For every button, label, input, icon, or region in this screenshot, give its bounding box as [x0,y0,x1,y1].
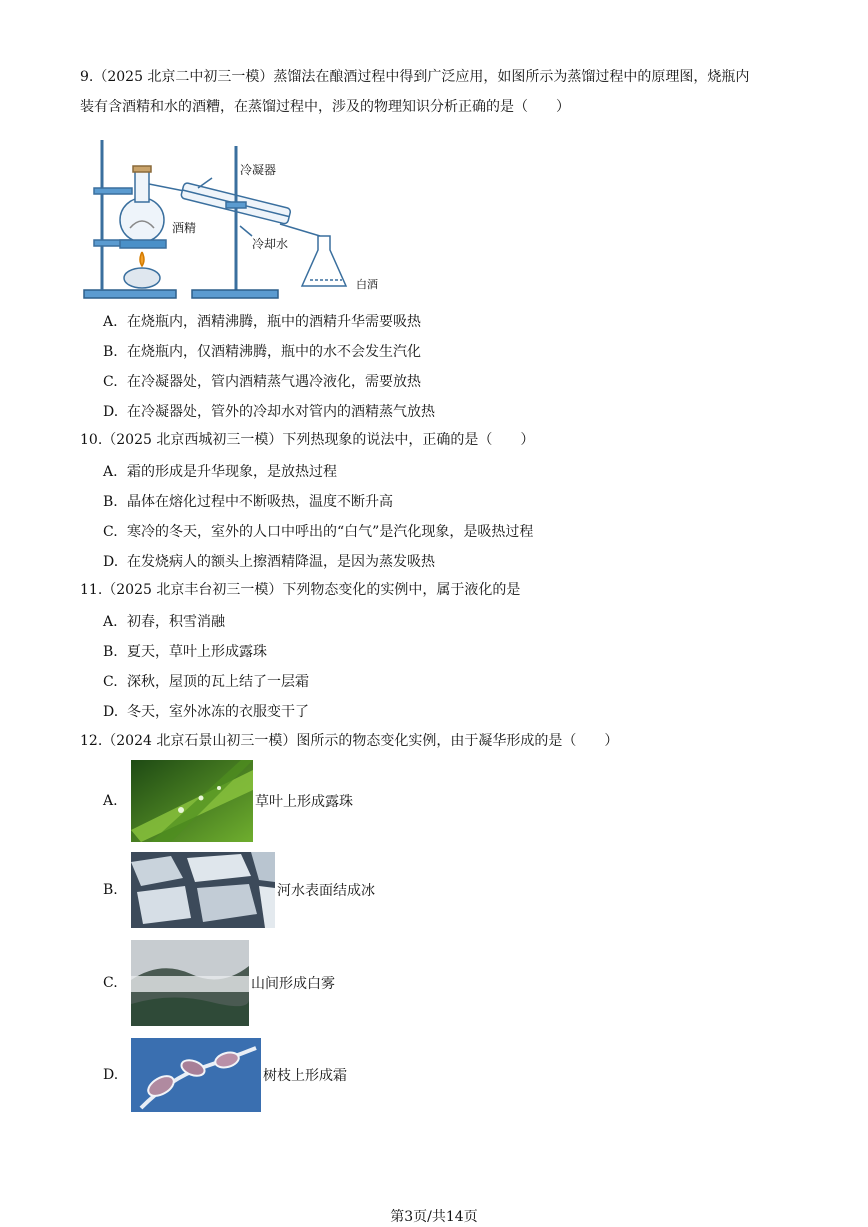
option-letter: A. [103,793,118,809]
grass-dew-photo [131,760,253,842]
option-letter: A. [103,614,118,630]
option-caption: 河水表面结成冰 [277,883,375,899]
option-caption: 山间形成白雾 [251,976,335,992]
question-9-line-2: 装有含酒精和水的酒糟，在蒸馏过程中，涉及的物理知识分析正确的是（ ） [80,99,570,115]
option-text: 晶体在熔化过程中不断吸热，温度不断升高 [127,494,393,510]
option-text: 寒冷的冬天，室外的人口中呼出的“白气”是汽化现象，是吸热过程 [127,524,534,540]
option-letter: B. [103,344,118,360]
q11-option-b[interactable] [103,642,267,662]
option-text: 深秋，屋顶的瓦上结了一层霜 [127,674,309,690]
q9-option-a[interactable] [103,312,421,332]
option-letter: D. [103,704,119,720]
question-10-stem: 10.（2025 北京西城初三一模）下列热现象的说法中，正确的是（ ） [80,432,535,448]
cooling-water-label: 冷却水 [252,237,289,251]
option-caption: 树枝上形成霜 [263,1068,347,1084]
question-9-line-1: 9.（2025 北京二中初三一模）蒸馏法在酿酒过程中得到广泛应用，如图所示为蒸馏过程中的原理图，烧瓶内 [80,69,750,85]
liquor-label: 白酒 [356,278,378,291]
option-text: 在烧瓶内，仅酒精沸腾，瓶中的水不会发生汽化 [127,344,421,360]
q11-option-c[interactable] [103,672,309,692]
option-text: 初春，积雪消融 [127,614,225,630]
option-caption: 草叶上形成露珠 [255,794,353,810]
q12-option-d[interactable] [103,1038,347,1112]
question-9-stem [80,62,792,122]
question-11-stem: 11.（2025 北京丰台初三一模）下列物态变化的实例中，属于液化的是 [80,582,521,598]
frost-branch-photo [131,1038,261,1112]
option-letter: B. [103,494,118,510]
option-letter: C. [103,374,118,390]
option-text: 在冷凝器处，管内酒精蒸气遇冷液化，需要放热 [127,374,421,390]
q11-option-a[interactable] [103,612,225,632]
mountain-fog-photo [131,940,249,1026]
option-text: 夏天，草叶上形成露珠 [127,644,267,660]
q10-option-b[interactable] [103,492,393,512]
option-letter: B. [103,882,118,898]
alcohol-label: 酒精 [172,221,197,235]
distillation-apparatus-diagram [80,140,390,302]
option-letter: C. [103,975,118,991]
option-letter: D. [103,1067,119,1083]
q12-option-a[interactable] [103,760,353,842]
option-letter: C. [103,674,118,690]
condenser-label: 冷凝器 [240,163,277,177]
page-footer: 第3页/共14页 [390,1209,478,1225]
q9-option-c[interactable] [103,372,421,392]
q10-option-a[interactable] [103,462,337,482]
q10-option-d[interactable] [103,552,435,572]
q9-option-d[interactable] [103,402,435,422]
q9-option-b[interactable] [103,342,421,362]
river-ice-photo [131,852,275,928]
option-text: 在发烧病人的额头上擦酒精降温，是因为蒸发吸热 [127,554,435,570]
option-letter: A. [103,314,118,330]
q11-option-d[interactable] [103,702,309,722]
question-12-stem: 12.（2024 北京石景山初三一模）图所示的物态变化实例，由于凝华形成的是（ ） [80,733,619,749]
option-text: 在冷凝器处，管外的冷却水对管内的酒精蒸气放热 [127,404,435,420]
q12-option-b[interactable] [103,852,375,928]
option-text: 冬天，室外冰冻的衣服变干了 [127,704,309,720]
q10-option-c[interactable] [103,522,533,542]
option-letter: B. [103,644,118,660]
option-text: 在烧瓶内，酒精沸腾，瓶中的酒精升华需要吸热 [127,314,421,330]
q12-option-c[interactable] [103,940,335,1026]
option-letter: C. [103,524,118,540]
option-letter: D. [103,554,119,570]
option-text: 霜的形成是升华现象，是放热过程 [127,464,337,480]
option-letter: A. [103,464,118,480]
option-letter: D. [103,404,119,420]
